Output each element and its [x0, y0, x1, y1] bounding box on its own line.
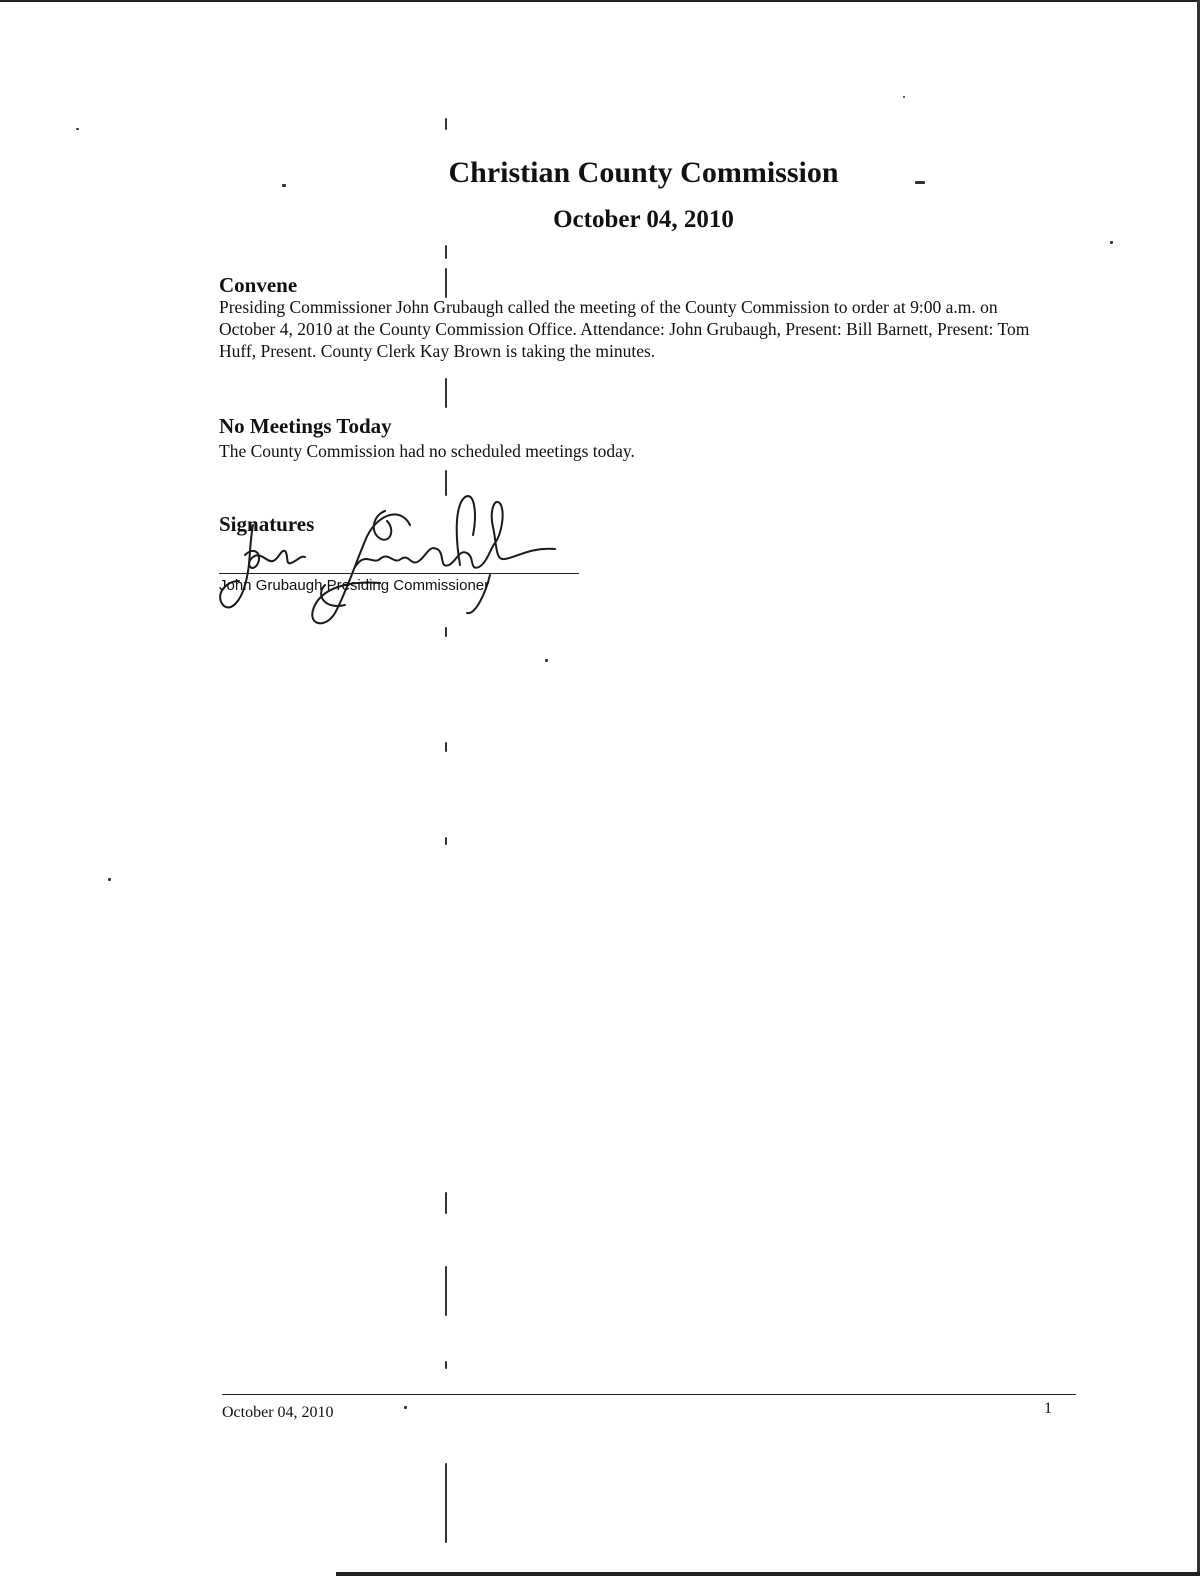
signature-line — [219, 573, 579, 574]
scan-edge-top — [0, 0, 1200, 2]
page-number: 1 — [1044, 1400, 1052, 1417]
signatures-heading: Signatures — [219, 512, 315, 536]
signer-caption: John Grubaugh Presiding Commissioner — [219, 577, 490, 594]
no-meetings-paragraph: The County Commission had no scheduled meetings today. — [219, 441, 635, 461]
document-title: Christian County Commission — [448, 156, 839, 189]
no-meetings-heading: No Meetings Today — [219, 414, 392, 438]
footer-rule — [222, 1394, 1076, 1395]
scan-edge-bottom — [336, 1572, 1200, 1576]
convene-heading: Convene — [219, 273, 298, 297]
document-date: October 04, 2010 — [553, 206, 734, 233]
handwritten-signature — [205, 485, 585, 635]
convene-paragraph: Presiding Commissioner John Grubaugh called the meeting of the County Commission to order at 9:00 a.m. on October 4, 2010 at the County Commission Office. Attendance: John Grubaugh, Present: Bill Barnett, Present: Tom Huff, Present. County Clerk Kay Brown is taking the minutes. — [219, 297, 1030, 361]
footer-date: October 04, 2010 — [222, 1404, 334, 1421]
